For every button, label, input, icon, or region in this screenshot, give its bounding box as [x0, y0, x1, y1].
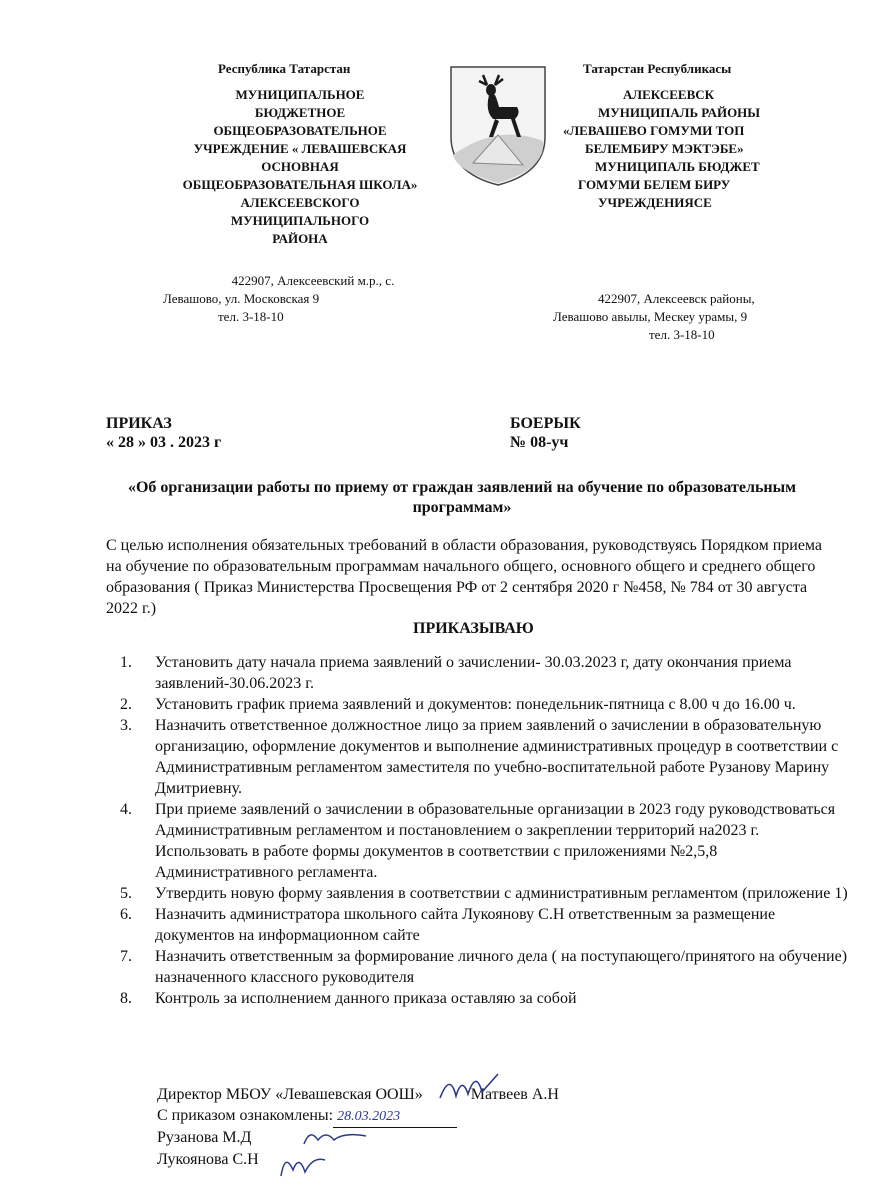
list-item: 1. Установить дату начала приема заявлений о зачислении- 30.03.2023 г, дату окончания приема заявлений-30.06.2023 г.	[120, 654, 792, 692]
right-address	[553, 290, 793, 344]
list-item: 3. Назначить ответственное должностное лицо за прием заявлений о зачислении в образовательную организацию, оформление документов и выполнение административных процедур в соответствии с Административным регламентом заместителя по учебно-воспитательной работе Рузанову Марину Дмитриевну.	[120, 717, 839, 797]
left-line: МУНИЦИПАЛЬНОЕ	[235, 87, 365, 102]
left-address-line: тел. 3-18-10	[218, 309, 284, 324]
list-item: 4. При приеме заявлений о зачислении в образовательные организации в 2023 году руководствоваться Административным регламентом и постановлением о закреплении территорий на2023 г. Использовать в работе формы документов в соответствии с приложениями №2,5,8 Административного регламента.	[120, 801, 836, 881]
right-address-line: 422907, Алексеевск районы,	[598, 291, 755, 306]
order-date: « 28 » 03 . 2023 г	[106, 434, 222, 451]
acquainted-person-2: Лукоянова С.Н	[157, 1151, 259, 1168]
list-item: 6. Назначить администратора школьного сайта Лукоянову С.Н ответственным за размещение документов на информационном сайте	[120, 906, 776, 944]
right-republic: Татарстан Республикасы	[583, 61, 732, 76]
order-subject: «Об организации работы по приему от граждан заявлений на обучение по образовательным программам»	[127, 479, 797, 516]
coat-of-arms-emblem	[443, 63, 553, 187]
list-item: 7. Назначить ответственным за формирование личного дела ( на поступающего/принятого на обучение) назначенного классного руководителя	[120, 948, 848, 986]
list-item: 2. Установить график приема заявлений и документов: понедельник-пятница с 8.00 ч до 16.00 ч.	[120, 696, 796, 713]
left-line: ОБЩЕОБРАЗОВАТЕЛЬНОЕ	[213, 123, 387, 138]
right-line: УЧРЕЖДЕНИЯСЕ	[598, 195, 712, 210]
left-address	[163, 272, 423, 326]
left-line: ОСНОВНАЯ	[261, 159, 339, 174]
order-title: ПРИКАЗ	[106, 415, 172, 432]
list-item: 5. Утвердить новую форму заявления в соответствии с административным регламентом (приложение 1)	[120, 885, 848, 902]
right-line: АЛЕКСЕЕВСК	[623, 87, 715, 102]
right-line: МУНИЦИПАЛЬ БЮДЖЕТ	[595, 159, 760, 174]
left-line: БЮДЖЕТНОЕ	[254, 105, 346, 120]
order-items-list	[120, 652, 850, 1009]
order-word: ПРИКАЗЫВАЮ	[413, 620, 534, 637]
left-line: МУНИЦИПАЛЬНОГО	[230, 213, 370, 228]
left-institution-name	[150, 86, 450, 248]
left-address-line: 422907, Алексеевский м.р., с.	[231, 273, 395, 288]
order-title-tatar: БОЕРЫК	[510, 415, 581, 432]
director-signature-mark	[436, 1066, 506, 1106]
acquainted-line	[157, 1106, 457, 1128]
left-line: ОБЩЕОБРАЗОВАТЕЛЬНАЯ ШКОЛА»	[182, 177, 418, 192]
left-address-line: Левашово, ул. Московская 9	[163, 291, 320, 306]
right-line: БЕЛЕМБИРУ МЭКТЭБЕ»	[585, 141, 744, 156]
acquainted-person-1: Рузанова М.Д	[157, 1129, 252, 1146]
acquainted-date: 28.03.2023	[333, 1107, 457, 1128]
acquainted-label: С приказом ознакомлены:	[157, 1107, 334, 1124]
right-line: «ЛЕВАШЕВО ГОМУМИ ТОП	[563, 123, 745, 138]
left-line: УЧРЕЖДЕНИЕ « ЛЕВАШЕВСКАЯ	[193, 141, 407, 156]
right-line: МУНИЦИПАЛЬ РАЙОНЫ	[598, 105, 761, 120]
right-institution-name	[555, 86, 815, 212]
left-republic: Республика Татарстан	[218, 61, 351, 76]
preamble: С целью исполнения обязательных требований в области образования, руководствуясь Порядком приема на обучение по образовательным программам начального общего, основного общего и среднего общего образования ( Приказ Министерства Просвещения РФ от 2 сентября 2020 г №458, № 784 от 30 августа 2022 г.)	[106, 537, 823, 617]
list-item: 8. Контроль за исполнением данного приказа оставляю за собой	[120, 990, 577, 1007]
order-number: № 08-уч	[510, 434, 569, 451]
right-address-line: Левашово авылы, Мескеу урамы, 9	[553, 309, 748, 324]
left-line: АЛЕКСЕЕВСКОГО	[240, 195, 360, 210]
right-address-line: тел. 3-18-10	[649, 327, 715, 342]
lukoyanova-signature-mark	[275, 1146, 335, 1182]
left-line: РАЙОНА	[272, 231, 328, 246]
right-line: ГОМУМИ БЕЛЕМ БИРУ	[578, 177, 731, 192]
director-title: Директор МБОУ «Левашевская ООШ»	[157, 1086, 423, 1103]
director-name: Матвеев А.Н	[470, 1086, 559, 1103]
